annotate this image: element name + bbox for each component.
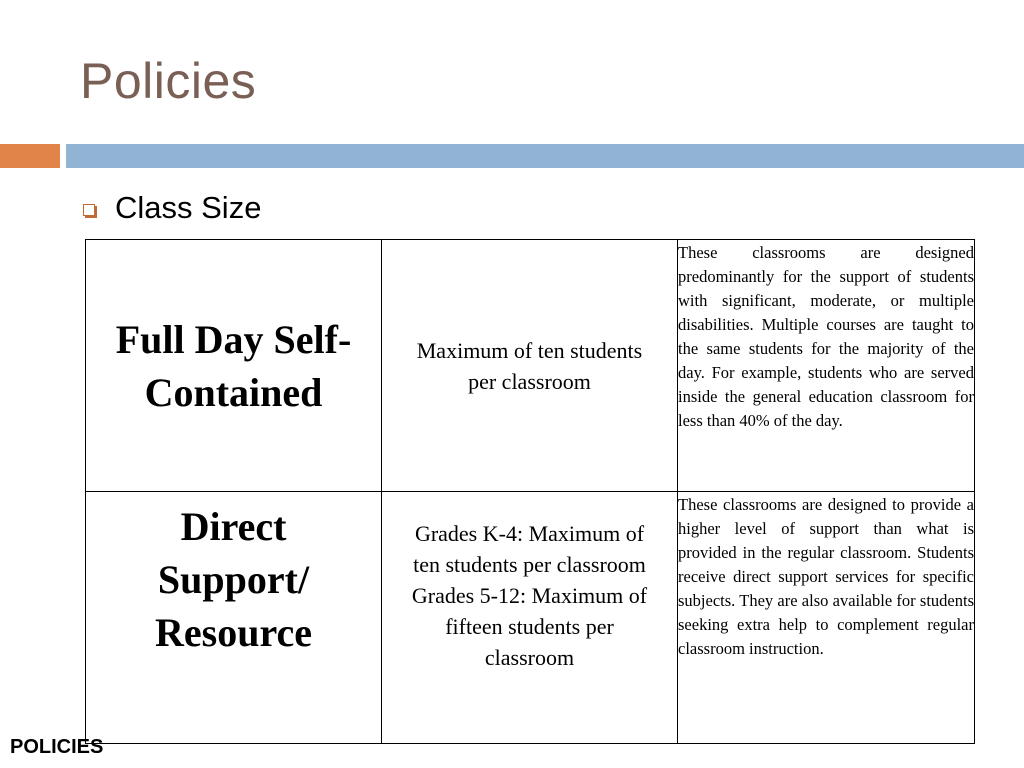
category-line: Full Day Self- bbox=[115, 316, 352, 362]
footer-label: POLICIES bbox=[10, 736, 104, 758]
category-cell bbox=[86, 492, 382, 744]
class-size-table bbox=[85, 239, 975, 744]
table-row bbox=[86, 492, 975, 744]
size-line: Maximum of ten students bbox=[416, 337, 643, 363]
class-size-cell bbox=[382, 240, 678, 492]
size-line: Grades 5-12: Maximum of bbox=[411, 583, 648, 608]
category-line: Direct bbox=[180, 504, 287, 549]
square-bullet-icon bbox=[83, 204, 95, 216]
description-cell: These classrooms are designed to provide a higher level of support than what is provided in the regular classroom. Students receive direct support services for specific subjects. They are also available for students seeking extra help to complement regular classroom instruction. bbox=[678, 492, 975, 744]
table-row bbox=[86, 240, 975, 492]
slide-title: Policies bbox=[80, 53, 257, 109]
size-line: per classroom bbox=[468, 368, 591, 394]
description-cell: These classrooms are designed predominantly for the support of students with significant, moderate, or multiple disabilities. Multiple courses are taught to the same students for the majority of the day. For example, students who are served inside the general education classroom for less than 40% of the day. bbox=[678, 240, 975, 492]
category-line: Resource bbox=[155, 610, 312, 655]
category-cell bbox=[86, 240, 382, 492]
bullet-text: Class Size bbox=[115, 190, 262, 225]
size-line: ten students per classroom bbox=[413, 552, 646, 577]
category-line: Contained bbox=[144, 369, 323, 415]
title-divider-bar bbox=[66, 144, 1024, 168]
bullet-item bbox=[83, 190, 261, 226]
title-accent-bar bbox=[0, 144, 60, 168]
category-line: Support/ bbox=[157, 557, 310, 602]
class-size-cell bbox=[382, 492, 678, 744]
size-line: fifteen students per bbox=[445, 614, 614, 639]
size-line: classroom bbox=[484, 645, 575, 670]
size-line: Grades K-4: Maximum of bbox=[414, 521, 645, 546]
